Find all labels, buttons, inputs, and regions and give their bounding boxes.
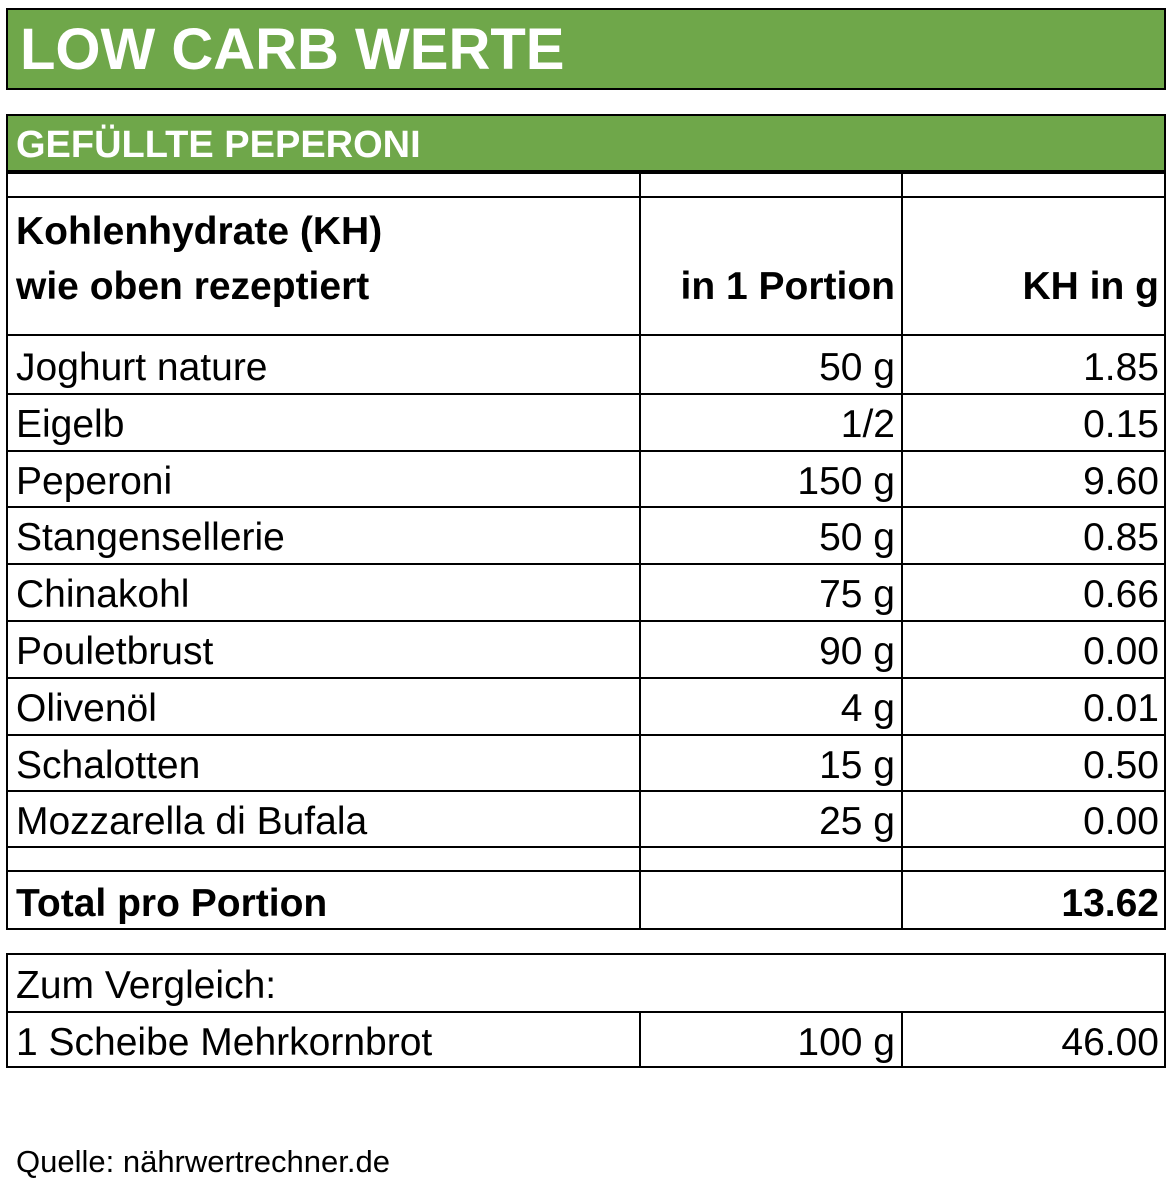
row-divider: [6, 393, 1166, 395]
ingredient-amount: 75 g: [819, 573, 895, 616]
ingredient-name: Pouletbrust: [16, 630, 214, 673]
ingredient-name: Chinakohl: [16, 573, 190, 616]
header-label-line2: wie oben rezeptiert: [16, 265, 370, 308]
row-divider: [6, 620, 1166, 622]
ingredient-amount: 4 g: [840, 687, 895, 730]
rows-bottom-border: [6, 846, 1166, 848]
ingredient-amount: 25 g: [819, 800, 895, 843]
ingredient-kh: 1.85: [1083, 346, 1159, 389]
ingredient-name: Stangensellerie: [16, 516, 285, 559]
table-right-border: [1164, 172, 1166, 930]
ingredient-name: Olivenöl: [16, 687, 157, 730]
comparison-mid-border: [6, 1011, 1166, 1013]
comparison-right-border: [1164, 953, 1166, 1068]
source-note: Quelle: nährwertrechner.de: [16, 1144, 390, 1179]
row-divider: [6, 677, 1166, 679]
row-divider: [6, 450, 1166, 452]
comparison-left-border: [6, 953, 8, 1068]
ingredient-amount: 150 g: [797, 460, 895, 503]
row-divider: [6, 506, 1166, 508]
ingredient-kh: 9.60: [1083, 460, 1159, 503]
ingredient-name: Peperoni: [16, 460, 173, 503]
header-bottom-border: [6, 334, 1166, 336]
header-label-line1: Kohlenhydrate (KH): [16, 210, 383, 253]
ingredient-kh: 0.85: [1083, 516, 1159, 559]
comparison-heading: Zum Vergleich:: [16, 964, 277, 1007]
total-kh: 13.62: [1061, 882, 1159, 925]
spacer-row-border: [6, 196, 1166, 198]
ingredient-amount: 90 g: [819, 630, 895, 673]
total-label: Total pro Portion: [16, 882, 328, 925]
ingredient-kh: 0.15: [1083, 403, 1159, 446]
table-bottom-border: [6, 928, 1166, 930]
table-left-border: [6, 172, 8, 930]
ingredient-amount: 1/2: [840, 403, 895, 446]
row-divider: [6, 734, 1166, 736]
page-title: LOW CARB WERTE: [6, 8, 1166, 90]
comparison-top-border: [6, 953, 1166, 955]
ingredient-name: Schalotten: [16, 744, 201, 787]
comparison-item-name: 1 Scheibe Mehrkornbrot: [16, 1021, 433, 1064]
recipe-subtitle: GEFÜLLTE PEPERONI: [6, 114, 1166, 172]
comparison-item-kh: 46.00: [1061, 1021, 1159, 1064]
table-top-border: [6, 172, 1166, 174]
ingredient-kh: 0.01: [1083, 687, 1159, 730]
header-kh: KH in g: [1022, 265, 1159, 308]
ingredient-amount: 50 g: [819, 516, 895, 559]
ingredient-name: Joghurt nature: [16, 346, 268, 389]
row-divider: [6, 563, 1166, 565]
ingredient-name: Mozzarella di Bufala: [16, 800, 368, 843]
ingredient-kh: 0.00: [1083, 800, 1159, 843]
ingredient-kh: 0.00: [1083, 630, 1159, 673]
comparison-item-amount: 100 g: [797, 1021, 895, 1064]
comparison-bottom-border: [6, 1066, 1166, 1068]
ingredient-kh: 0.66: [1083, 573, 1159, 616]
ingredient-name: Eigelb: [16, 403, 125, 446]
total-top-border: [6, 870, 1166, 872]
row-divider: [6, 790, 1166, 792]
ingredient-amount: 50 g: [819, 346, 895, 389]
ingredient-kh: 0.50: [1083, 744, 1159, 787]
header-portion: in 1 Portion: [680, 265, 895, 308]
ingredient-amount: 15 g: [819, 744, 895, 787]
